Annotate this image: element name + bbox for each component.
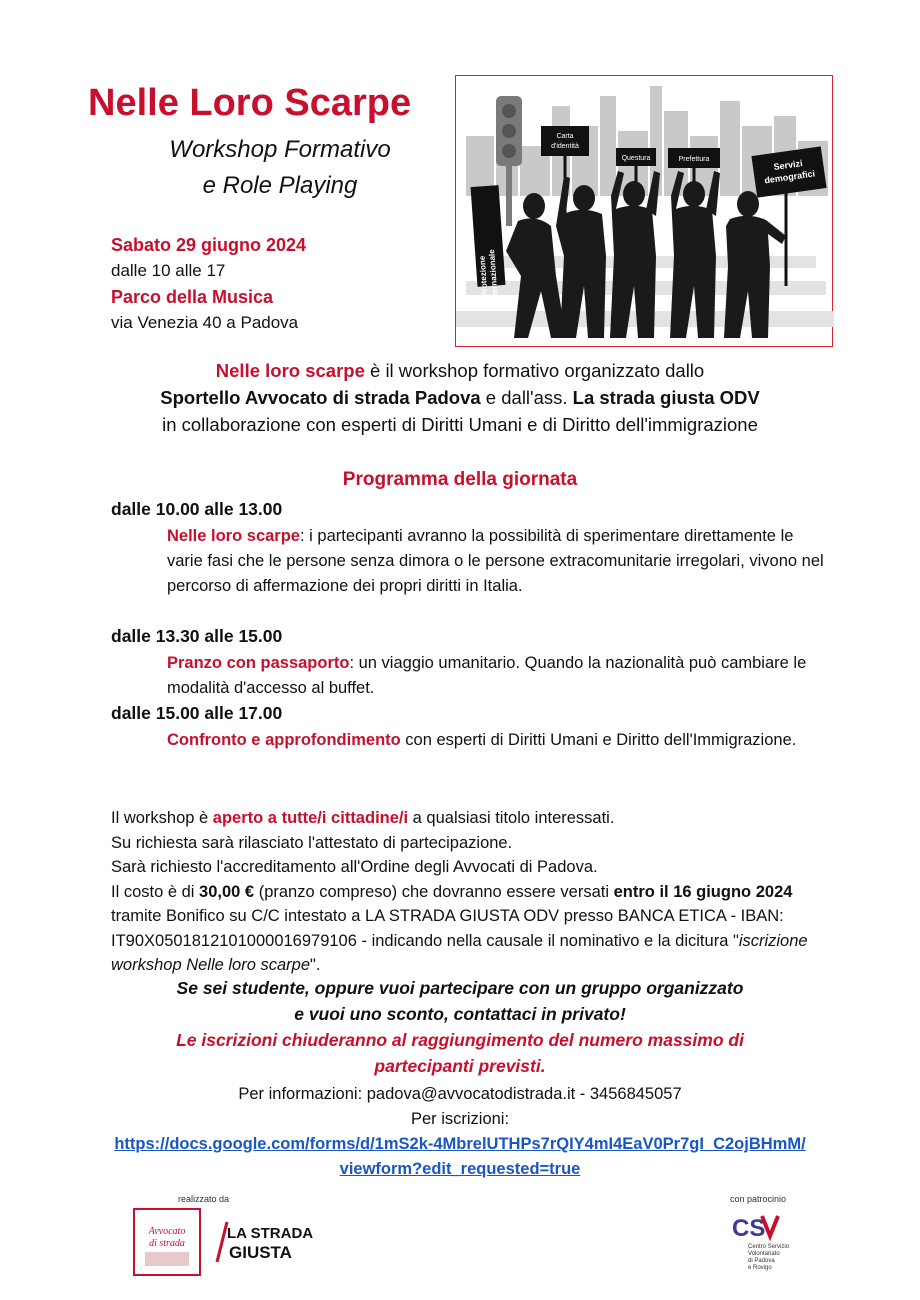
cta-line-4: partecipanti previsti. bbox=[374, 1056, 546, 1076]
details-text: a qualsiasi titolo interessati. bbox=[408, 809, 615, 827]
program-slot-2-title: Pranzo con passaporto bbox=[167, 654, 350, 672]
organizer-1: Sportello Avvocato di strada Padova bbox=[160, 387, 481, 408]
csv-logo-image bbox=[730, 1210, 820, 1280]
details-section bbox=[111, 806, 831, 978]
payment-deadline: entro il 16 giugno 2024 bbox=[613, 882, 793, 901]
program-slot-3-time: dalle 15.00 alle 17.00 bbox=[111, 703, 283, 723]
avvocato-di-strada-logo bbox=[133, 1208, 201, 1276]
svg-text:Carta: Carta bbox=[556, 133, 574, 140]
info-contact: Per informazioni: padova@avvocatodistrada.it - 3456845057 bbox=[238, 1085, 682, 1103]
open-to-all-highlight: aperto a tutte/i cittadine/i bbox=[212, 809, 409, 827]
svg-text:di Padova: di Padova bbox=[748, 1258, 775, 1264]
event-info bbox=[111, 232, 306, 336]
svg-text:di strada: di strada bbox=[149, 1238, 185, 1249]
subtitle-line-2: e Role Playing bbox=[202, 172, 358, 199]
svg-text:LA STRADA: LA STRADA bbox=[227, 1225, 314, 1242]
cost-amount: 30,00 € bbox=[199, 882, 255, 901]
program-slot-1-title: Nelle loro scarpe bbox=[167, 527, 300, 545]
svg-text:Volontariato: Volontariato bbox=[748, 1251, 780, 1257]
svg-text:e Rovigo: e Rovigo bbox=[748, 1265, 772, 1271]
cta-line-2: e vuoi uno sconto, contattaci in privato! bbox=[294, 1004, 626, 1024]
svg-text:GIUSTA: GIUSTA bbox=[229, 1243, 292, 1262]
details-line-accreditation: Sarà richiesto l'accreditamento all'Ordine degli Avvocati di Padova. bbox=[111, 858, 598, 876]
csv-logo bbox=[730, 1210, 820, 1280]
contacts-section bbox=[60, 1082, 860, 1182]
call-to-action bbox=[60, 975, 860, 1079]
svg-text:Protezione: Protezione bbox=[477, 255, 490, 297]
la-strada-giusta-logo bbox=[213, 1218, 314, 1266]
strada-giusta-logo-image bbox=[213, 1218, 314, 1266]
svg-text:demografici: demografici bbox=[763, 168, 816, 186]
svg-text:Servizi: Servizi bbox=[772, 158, 804, 173]
avvocato-logo-image bbox=[135, 1210, 199, 1274]
intro-paragraph bbox=[80, 357, 840, 438]
patronage-caption: con patrocinio bbox=[730, 1194, 787, 1204]
subtitle bbox=[100, 132, 460, 204]
program-slot-2-text: : un viaggio umanitario. Quando la nazionalità può cambiare le modalità d'accesso al buffet. bbox=[167, 654, 807, 697]
program-slot-2-description bbox=[167, 651, 827, 701]
intro-text-1: è il workshop formativo organizzato dallo bbox=[364, 360, 705, 381]
cta-line-3: Le iscrizioni chiuderanno al raggiungimento del numero massimo di bbox=[176, 1030, 744, 1050]
svg-text:Questura: Questura bbox=[621, 155, 651, 162]
svg-text:Avvocato: Avvocato bbox=[148, 1226, 186, 1237]
details-text: ". bbox=[310, 956, 321, 974]
details-text: Il workshop è bbox=[111, 809, 213, 827]
made-by-caption: realizzato da bbox=[178, 1194, 230, 1204]
svg-text:Prefettura: Prefettura bbox=[678, 156, 710, 163]
svg-text:CS: CS bbox=[732, 1215, 766, 1242]
program-title: Programma della giornata bbox=[342, 469, 578, 490]
program-slot-3-description bbox=[167, 728, 827, 753]
program-slot-1-text: : i partecipanti avranno la possibilità di sperimentare direttamente le varie fasi che le persone senza dimora o le persone extracomunitarie irregolari, vivono nel percorso di affermazione dei propri diritti in Italia. bbox=[167, 527, 824, 595]
svg-text:Centro Servizio: Centro Servizio bbox=[748, 1244, 790, 1250]
details-text: (pranzo compreso) che dovranno essere versati bbox=[254, 882, 614, 901]
organizer-2: La strada giusta ODV bbox=[572, 387, 760, 408]
program-slot-1-time: dalle 10.00 alle 13.00 bbox=[111, 499, 283, 519]
svg-text:internazionale: internazionale bbox=[487, 249, 500, 304]
program-slot-3-title: Confronto e approfondimento bbox=[167, 731, 401, 749]
protest-silhouettes-image bbox=[456, 76, 834, 348]
intro-line-3: in collaborazione con esperti di Diritti Umani e di Diritto dell'immigrazione bbox=[162, 414, 758, 435]
svg-text:d'identità: d'identità bbox=[551, 143, 579, 150]
event-venue: Parco della Musica bbox=[111, 287, 274, 307]
registration-form-link[interactable]: https://docs.google.com/forms/d/1mS2k-4MbrelUTHPs7rQIY4mI4EaV0Pr7gI_C2ojBHmM/viewform?edit_requested=true bbox=[114, 1135, 806, 1178]
cta-line-1: Se sei studente, oppure vuoi partecipare con un gruppo organizzato bbox=[176, 978, 744, 998]
event-hours: dalle 10 alle 17 bbox=[111, 261, 226, 280]
details-text: tramite Bonifico su C/C intestato a LA STRADA GIUSTA ODV presso BANCA ETICA - IBAN: IT90X0501812101000016979106 - indicando nella causale il nominativo e la dicitura " bbox=[111, 907, 784, 950]
payment-reference: iscrizione workshop Nelle loro scarpe bbox=[111, 931, 808, 974]
event-date: Sabato 29 giugno 2024 bbox=[111, 235, 307, 255]
subtitle-line-1: Workshop Formativo bbox=[169, 136, 391, 163]
details-line-certificate: Su richiesta sarà rilasciato l'attestato di partecipazione. bbox=[111, 833, 513, 852]
program-slot-2-time: dalle 13.30 alle 15.00 bbox=[111, 626, 283, 646]
program-slot-1-description bbox=[167, 524, 827, 599]
intro-text-2: e dall'ass. bbox=[480, 387, 573, 408]
event-address: via Venezia 40 a Padova bbox=[111, 313, 299, 332]
details-text: Il costo è di bbox=[111, 882, 200, 901]
page-title: Nelle Loro Scarpe bbox=[88, 82, 412, 124]
program-slot-3-text: con esperti di Diritti Umani e Diritto dell'Immigrazione. bbox=[400, 731, 797, 749]
workshop-name: Nelle loro scarpe bbox=[215, 360, 365, 381]
details-line-cost bbox=[111, 880, 831, 978]
protest-illustration bbox=[455, 75, 833, 347]
intro-line-1 bbox=[80, 357, 840, 384]
details-line-open bbox=[111, 806, 831, 831]
registration-label: Per iscrizioni: bbox=[410, 1110, 510, 1128]
intro-line-2 bbox=[80, 384, 840, 411]
